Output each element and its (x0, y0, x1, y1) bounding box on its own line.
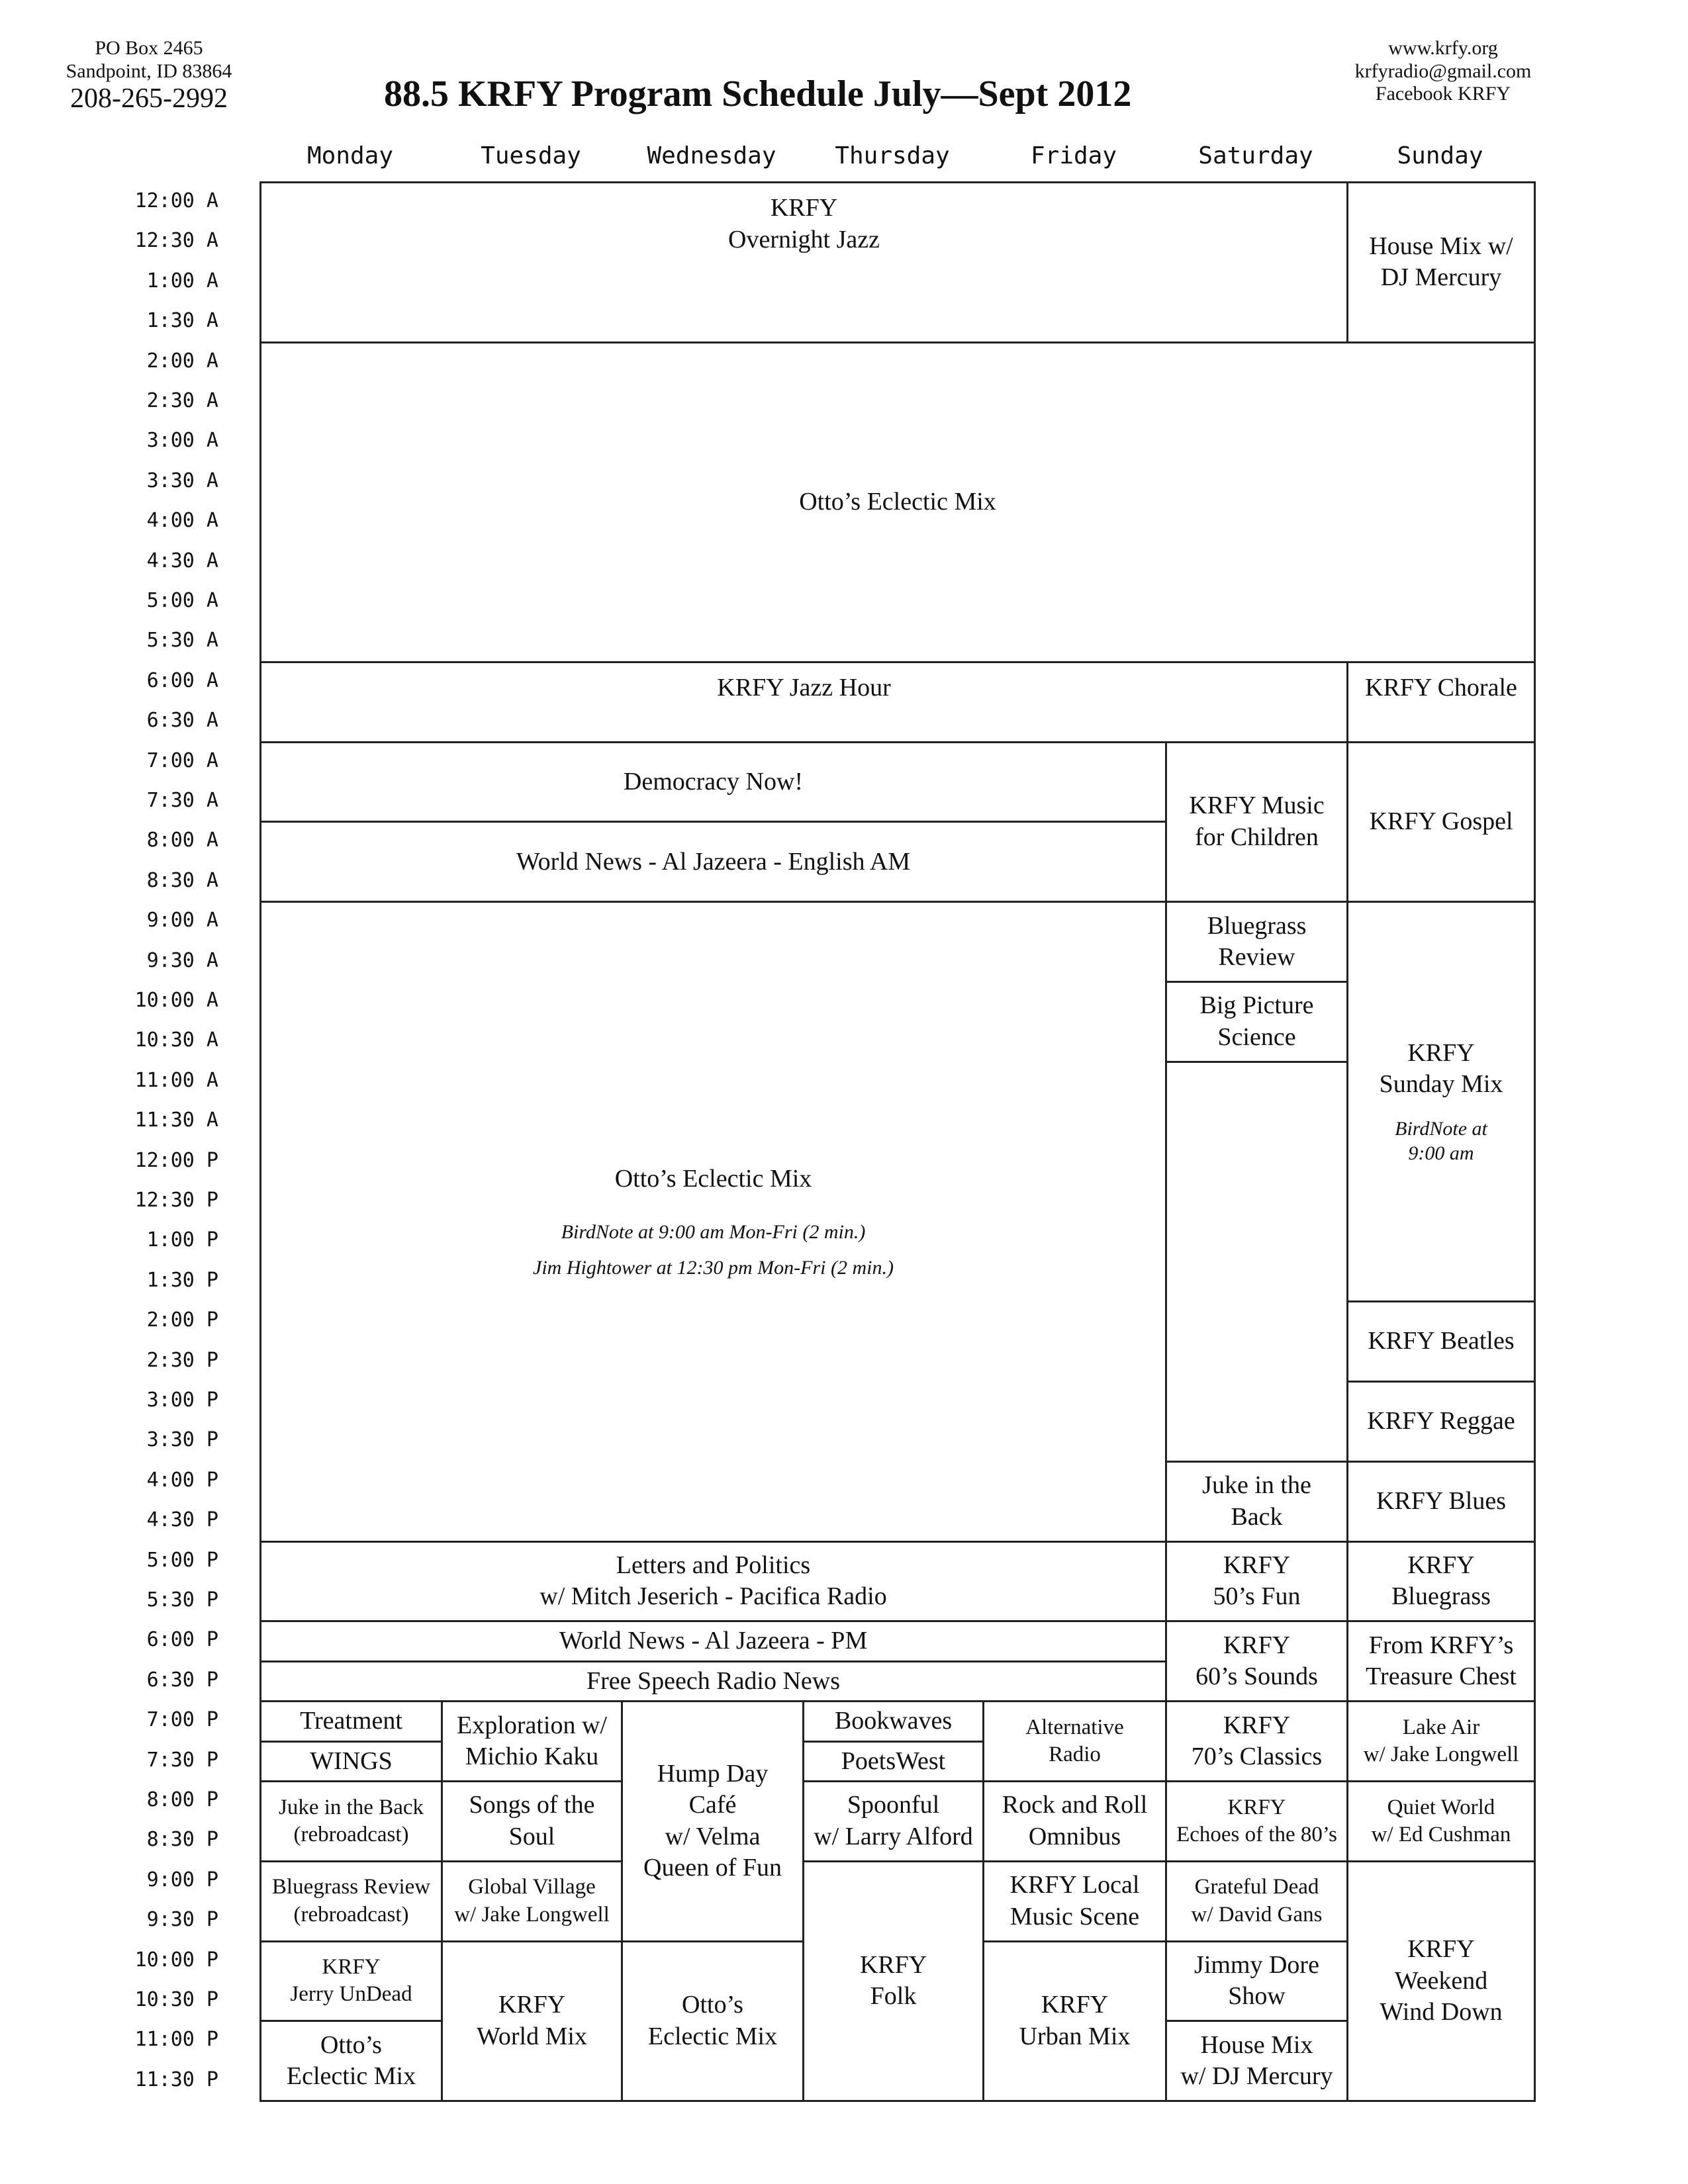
program-cell (1165, 2020, 1348, 2102)
time-label: 1:00 P (146, 1228, 218, 1252)
program-title-line: Treatment (300, 1707, 402, 1735)
program-title-line: KRFY Gospel (1369, 807, 1513, 836)
program-title-line: World News - Al Jazeera - PM (559, 1627, 868, 1655)
time-label: 12:30 P (134, 1189, 218, 1212)
program-cell (259, 1741, 443, 1782)
program-cell (982, 1700, 1167, 1782)
program-title-line: Songs of the (469, 1791, 595, 1819)
time-label: 8:00 P (146, 1788, 218, 1811)
program-title-line: Democracy Now! (623, 767, 804, 796)
program-title-line: Queen of Fun (643, 1854, 782, 1882)
program-title-line: Review (1218, 943, 1295, 972)
program-title-line: w/ Mitch Jeserich - Pacifica Radio (539, 1582, 887, 1611)
program-cell (1165, 1860, 1348, 1942)
time-label: 4:00 P (146, 1468, 218, 1492)
program-title-line: Folk (870, 1982, 917, 2011)
program-title-line: Weekend (1394, 1966, 1488, 1995)
day-header-saturday: Saturday (1198, 142, 1313, 169)
program-cell (259, 1940, 443, 2023)
time-label: 11:30 P (134, 2068, 218, 2091)
program-title-line: Letters and Politics (616, 1551, 811, 1579)
program-title-line: KRFY (1223, 1711, 1291, 1739)
time-label: 2:00 P (146, 1308, 218, 1332)
time-label: 6:30 A (146, 709, 218, 733)
program-title-line: Otto’s Eclectic Mix (799, 487, 996, 516)
time-label: 4:30 A (146, 549, 218, 572)
program-title-line: Michio Kaku (465, 1743, 599, 1771)
program-cell (259, 821, 1167, 903)
program-title-line: Show (1228, 1982, 1286, 2011)
time-label: 11:00 A (134, 1068, 218, 1092)
program-title-line: Jerry UnDead (290, 1982, 412, 2007)
facebook: Facebook KRFY (1375, 83, 1511, 105)
program-title-line: Global Village (468, 1875, 596, 1899)
time-label: 2:00 A (146, 349, 218, 373)
program-title-line: Spoonful (847, 1791, 940, 1819)
program-title-line: Eclectic Mix (286, 2062, 416, 2091)
program-cell (259, 901, 1167, 1542)
program-cell (1346, 741, 1536, 903)
program-note: BirdNote at (1395, 1117, 1487, 1140)
program-cell (802, 1700, 984, 1742)
program-title-line: KRFY (1041, 1991, 1109, 2019)
program-cell (259, 2020, 443, 2102)
program-cell (1165, 1541, 1348, 1623)
program-title-line: KRFY (1227, 1795, 1286, 1819)
program-cell (259, 1620, 1167, 1662)
time-label: 8:30 P (146, 1828, 218, 1852)
day-header-friday: Friday (1030, 142, 1117, 169)
program-title-line: KRFY Blues (1376, 1486, 1506, 1515)
time-label: 6:30 P (146, 1668, 218, 1692)
time-label: 3:30 A (146, 469, 218, 492)
time-label: 10:30 P (134, 1988, 218, 2011)
time-label: 5:30 A (146, 629, 218, 653)
program-title-line: Otto’s (320, 2030, 382, 2059)
time-label: 7:00 P (146, 1708, 218, 1732)
program-note: 9:00 am (1408, 1142, 1474, 1165)
program-cell (1346, 1381, 1536, 1463)
program-title-line: Omnibus (1028, 1822, 1121, 1850)
program-cell (1346, 1461, 1536, 1543)
program-cell (1165, 901, 1348, 983)
website: www.krfy.org (1388, 37, 1498, 59)
program-title-line: House Mix (1200, 2030, 1313, 2059)
time-label: 1:30 A (146, 309, 218, 333)
program-title-line: Bluegrass Review (271, 1875, 431, 1899)
program-title-line: KRFY (1223, 1631, 1291, 1659)
time-label: 3:00 A (146, 429, 218, 453)
program-title-line: Bookwaves (834, 1707, 953, 1735)
program-cell (259, 1860, 443, 1942)
program-title-line: w/ Ed Cushman (1371, 1822, 1511, 1846)
program-title-line: Free Speech Radio News (586, 1666, 841, 1695)
program-title-line: w/ Jake Longwell (454, 1902, 610, 1927)
program-title-line: Otto’s (682, 1991, 743, 2019)
time-label: 10:30 A (134, 1028, 218, 1052)
program-title-line: Sunday Mix (1379, 1070, 1503, 1099)
program-title-line: Treasure Chest (1366, 1662, 1517, 1691)
program-title-line: Back (1231, 1502, 1283, 1531)
time-label: 10:00 A (134, 989, 218, 1012)
program-title-line: Eclectic Mix (647, 2022, 778, 2050)
time-label: 1:30 P (146, 1268, 218, 1292)
time-label: 7:30 P (146, 1748, 218, 1772)
program-title-line: KRFY Reggae (1367, 1407, 1515, 1435)
time-label: 9:30 P (146, 1908, 218, 1932)
program-title-line: Jimmy Dore (1194, 1950, 1319, 1979)
program-title-line: for Children (1195, 823, 1319, 851)
time-label: 7:30 A (146, 789, 218, 812)
program-title-line: KRFY Beatles (1368, 1327, 1515, 1355)
program-title-line: 70’s Classics (1191, 1743, 1323, 1771)
time-label: 9:00 P (146, 1868, 218, 1891)
time-label: 7:00 A (146, 749, 218, 772)
program-cell (982, 1940, 1167, 2103)
program-title-line: (rebroadcast) (293, 1902, 409, 1927)
program-cell (1346, 1300, 1536, 1383)
program-cell (259, 1700, 443, 1742)
program-title-line: KRFY (859, 1950, 927, 1979)
program-title-line: Otto’s Eclectic Mix (614, 1164, 812, 1193)
program-title-line: Grateful Dead (1194, 1875, 1319, 1899)
program-cell (259, 1541, 1167, 1623)
program-title-line: House Mix w/ (1369, 232, 1513, 260)
program-title-line: Exploration w/ (457, 1711, 607, 1739)
program-cell (259, 1661, 1167, 1702)
program-cell (1346, 1780, 1536, 1862)
time-label: 6:00 A (146, 668, 218, 692)
page-title: 88.5 KRFY Program Schedule July—Sept 2012 (384, 73, 1132, 114)
program-cell (441, 1780, 623, 1862)
program-title-line: Overnight Jazz (728, 225, 880, 253)
program-title-line: w/ DJ Mercury (1180, 2062, 1333, 2091)
schedule-grid (259, 181, 1534, 2099)
program-title-line: w/ Jake Longwell (1363, 1743, 1519, 1767)
program-title-line: Bluegrass (1207, 911, 1307, 940)
time-label: 5:00 P (146, 1548, 218, 1572)
program-cell (1165, 1780, 1348, 1862)
program-note: Jim Hightower at 12:30 pm Mon-Fri (2 min.) (533, 1256, 894, 1279)
city-state: Sandpoint, ID 83864 (66, 60, 232, 82)
time-label: 3:00 P (146, 1388, 218, 1412)
program-cell (1165, 741, 1348, 903)
program-cell (1165, 1940, 1348, 2023)
day-header-tuesday: Tuesday (481, 142, 581, 169)
day-header-sunday: Sunday (1397, 142, 1483, 169)
program-title-line: KRFY (1407, 1038, 1475, 1067)
time-label: 8:00 A (146, 829, 218, 852)
program-title-line: 60’s Sounds (1196, 1662, 1318, 1691)
day-header-thursday: Thursday (835, 142, 950, 169)
program-title-line: Music Scene (1009, 1902, 1140, 1931)
program-title-line: WINGS (310, 1747, 393, 1775)
program-title-line: Lake Air (1402, 1715, 1480, 1739)
program-cell (982, 1780, 1167, 1862)
program-title-line: (rebroadcast) (293, 1822, 409, 1846)
program-cell (1165, 1461, 1348, 1543)
program-title-line: KRFY (498, 1991, 566, 2019)
program-cell (1346, 1860, 1536, 2102)
program-title-line: Rock and Roll (1002, 1791, 1148, 1819)
program-title-line: Juke in the (1202, 1471, 1311, 1500)
program-title-line: KRFY (770, 194, 838, 222)
program-title-line: w/ Larry Alford (814, 1822, 973, 1850)
program-title-line: Hump Day (657, 1759, 769, 1788)
program-title-line: w/ Velma (665, 1822, 761, 1850)
time-label: 4:00 A (146, 509, 218, 533)
time-label: 3:30 P (146, 1428, 218, 1452)
time-label: 5:00 A (146, 589, 218, 612)
program-cell (1346, 1700, 1536, 1782)
program-cell (1346, 901, 1536, 1302)
program-cell (982, 1860, 1167, 1942)
program-cell (259, 741, 1167, 823)
time-label: 9:30 A (146, 948, 218, 972)
time-label: 10:00 P (134, 1948, 218, 1972)
program-cell (1165, 981, 1348, 1063)
po-box: PO Box 2465 (95, 37, 203, 59)
time-label: 2:30 P (146, 1348, 218, 1372)
program-cell (1346, 661, 1536, 743)
program-title-line: Soul (508, 1822, 555, 1850)
program-title-line: KRFY Jazz Hour (717, 673, 891, 702)
program-title-line: KRFY (1223, 1551, 1291, 1579)
station-contacts (1337, 37, 1549, 106)
program-cell (1165, 1620, 1348, 1702)
program-title-line: Wind Down (1380, 1998, 1503, 2026)
program-title-line: Echoes of the 80’s (1176, 1822, 1337, 1846)
day-header-monday: Monday (306, 142, 394, 169)
program-title-line: KRFY Music (1189, 792, 1325, 820)
program-cell (259, 1780, 443, 1862)
program-cell (441, 1700, 623, 1782)
program-cell (802, 1741, 984, 1782)
program-cell (1165, 1700, 1348, 1782)
program-title-line: Quiet World (1387, 1795, 1495, 1819)
time-label: 2:30 A (146, 389, 218, 412)
time-label: 6:00 P (146, 1628, 218, 1652)
program-title-line: PoetsWest (841, 1747, 946, 1775)
program-cell (1346, 181, 1536, 343)
program-cell (1346, 1541, 1536, 1623)
program-title-line: KRFY (322, 1955, 381, 1979)
time-label: 5:30 P (146, 1588, 218, 1612)
program-title-line: World Mix (477, 2022, 587, 2050)
program-title-line: Café (688, 1791, 737, 1819)
program-cell (802, 1780, 984, 1862)
program-title-line: Bluegrass (1391, 1582, 1491, 1611)
time-label: 11:00 P (134, 2028, 218, 2052)
email: krfyradio@gmail.com (1354, 60, 1532, 82)
program-title-line: Big Picture (1199, 991, 1314, 1020)
program-cell (621, 1700, 804, 1942)
program-cell (259, 341, 1536, 663)
program-cell (1346, 1620, 1536, 1702)
day-header-wednesday: Wednesday (647, 142, 776, 169)
program-title-line: World News - Al Jazeera - English AM (516, 847, 911, 876)
time-label: 11:30 A (134, 1109, 218, 1132)
station-address (40, 37, 258, 114)
time-label: 4:30 P (146, 1508, 218, 1532)
program-title-line: Urban Mix (1019, 2022, 1131, 2050)
time-label: 8:30 A (146, 868, 218, 892)
program-title-line: KRFY (1407, 1551, 1475, 1579)
program-title-line: w/ David Gans (1191, 1902, 1323, 1927)
program-cell (621, 1940, 804, 2103)
program-title-line: KRFY Chorale (1365, 673, 1517, 702)
program-title-line: KRFY (1407, 1935, 1475, 1964)
program-title-line: From KRFY’s (1368, 1631, 1514, 1659)
program-title-line: Alternative (1025, 1715, 1124, 1739)
time-label: 12:00 P (134, 1148, 218, 1172)
program-cell (259, 661, 1348, 743)
time-label: 12:00 A (134, 189, 218, 212)
program-title-line: 50’s Fun (1213, 1582, 1301, 1611)
program-cell (441, 1860, 623, 1942)
program-cell (802, 1860, 984, 2102)
program-title-line: Juke in the Back (278, 1795, 424, 1819)
time-label: 1:00 A (146, 269, 218, 293)
program-title-line: Science (1217, 1023, 1296, 1051)
time-label: 12:30 A (134, 229, 218, 253)
program-cell (441, 1940, 623, 2103)
program-title-line: Radio (1049, 1743, 1101, 1767)
program-title-line: KRFY Local (1009, 1871, 1140, 1899)
time-label: 9:00 A (146, 909, 218, 933)
program-title-line: DJ Mercury (1380, 263, 1502, 292)
program-note: BirdNote at 9:00 am Mon-Fri (2 min.) (561, 1221, 866, 1244)
phone-number: 208-265-2992 (70, 83, 228, 114)
program-cell (259, 181, 1348, 343)
